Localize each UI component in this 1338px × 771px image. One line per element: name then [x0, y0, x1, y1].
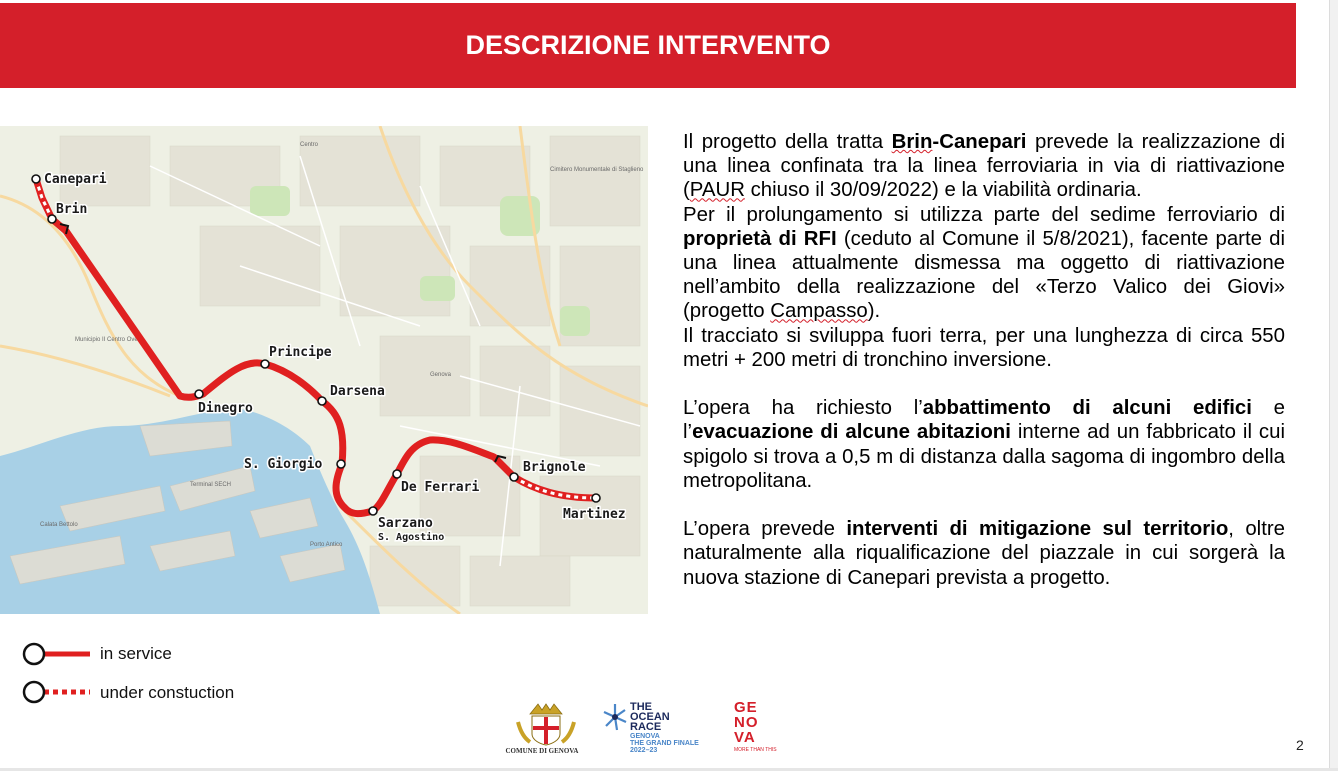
svg-text:Centro: Centro: [300, 142, 319, 148]
svg-text:Municipio II Centro Ovest: Municipio II Centro Ovest: [75, 337, 143, 343]
svg-text:Calata Bettolo: Calata Bettolo: [40, 522, 78, 528]
legend-in-service-label: in service: [100, 644, 172, 663]
label-brignole: Brignole: [523, 460, 586, 475]
slide-right-edge: [1329, 0, 1338, 771]
station-sarzano: [369, 507, 377, 515]
genova-more-than-this-logo: GE NO VA MORE THAN THIS: [734, 699, 777, 753]
station-darsena: [318, 397, 326, 405]
legend-in-service-symbol: [20, 640, 95, 670]
legend-under-construction-label: under constuction: [100, 683, 235, 702]
label-san-giorgio: S. Giorgio: [244, 457, 323, 472]
label-martinez: Martinez: [563, 507, 626, 522]
coat-of-arms-icon: [500, 700, 590, 746]
label-de-ferrari: De Ferrari: [401, 480, 480, 495]
map-canvas: [0, 126, 648, 614]
paragraph-mitigation: L’opera prevede interventi di mitigazione sul territorio, oltre naturalmente alla riqualificazione del piazzale in cui sorgerà la nuova stazione di Canepari prevista a progetto.: [683, 518, 1285, 589]
paragraph-project: Il progetto della tratta Brin-Canepari prevede la realizzazione di una linea confinata tra la linea ferroviaria in via di riattivazione (PAUR chiuso il 30/09/2022) e la viabilità ordinaria.: [683, 131, 1285, 202]
station-principe: [261, 360, 269, 368]
station-brignole: [510, 473, 518, 481]
label-canepari: Canepari: [44, 172, 107, 187]
page-number: 2: [1296, 737, 1304, 753]
label-darsena: Darsena: [330, 384, 385, 399]
map-legend: [20, 640, 320, 720]
svg-text:Cimitero Monumentale di Stagli: Cimitero Monumentale di Staglieno: [550, 167, 644, 173]
station-canepari: [32, 175, 40, 183]
station-brin: [48, 215, 56, 223]
label-sarzano: Sarzano: [378, 516, 433, 531]
paragraph-route: Il tracciato si sviluppa fuori terra, per una lunghezza di circa 550 metri + 200 metri di tronchino inversione.: [683, 324, 1285, 371]
svg-text:Genova: Genova: [430, 372, 452, 378]
station-dinegro: [195, 390, 203, 398]
station-de-ferrari: [393, 470, 401, 478]
label-principe: Principe: [269, 345, 332, 360]
station-martinez: [592, 494, 600, 502]
paragraph-extension: Per il prolungamento si utilizza parte del sedime ferroviario di proprietà di RFI (ceduto al Comune il 5/8/2021), facente parte di una linea attualmente dismessa ma oggetto di riattivazione nell’ambito della realizzazione del «Terzo Valico dei Giovi» (progetto Campasso).: [683, 203, 1285, 323]
label-sant-agostino: S. Agostino: [378, 532, 445, 543]
label-dinegro: Dinegro: [198, 401, 253, 416]
paragraph-demolition: L’opera ha richiesto l’abbattimento di alcuni edifici e l’evacuazione di alcune abitazioni interne ad un fabbricato il cui spigolo si trova a 0,5 m di distanza dalla sagoma di ingombro della metropolitana.: [683, 397, 1286, 492]
svg-text:Terminal SECH: Terminal SECH: [190, 482, 232, 488]
label-brin: Brin: [56, 202, 88, 217]
legend-in-service: [20, 640, 320, 670]
description-text: [683, 130, 1285, 590]
ocean-race-swirl-icon: [602, 702, 628, 732]
legend-under-construction: [20, 679, 320, 709]
page-title: DESCRIZIONE INTERVENTO: [465, 30, 831, 60]
comune-di-genova-logo: COMUNE DI GENOVA: [500, 700, 590, 760]
metro-map: [0, 126, 648, 614]
the-ocean-race-logo: THE OCEAN RACE GENOVA THE GRAND FINALE 2022–23: [602, 702, 712, 758]
legend-under-construction-symbol: [20, 679, 95, 709]
station-san-giorgio: [337, 460, 345, 468]
svg-text:Porto Antico: Porto Antico: [310, 542, 343, 548]
title-banner: [0, 3, 1296, 88]
sponsor-logos: [500, 700, 810, 760]
